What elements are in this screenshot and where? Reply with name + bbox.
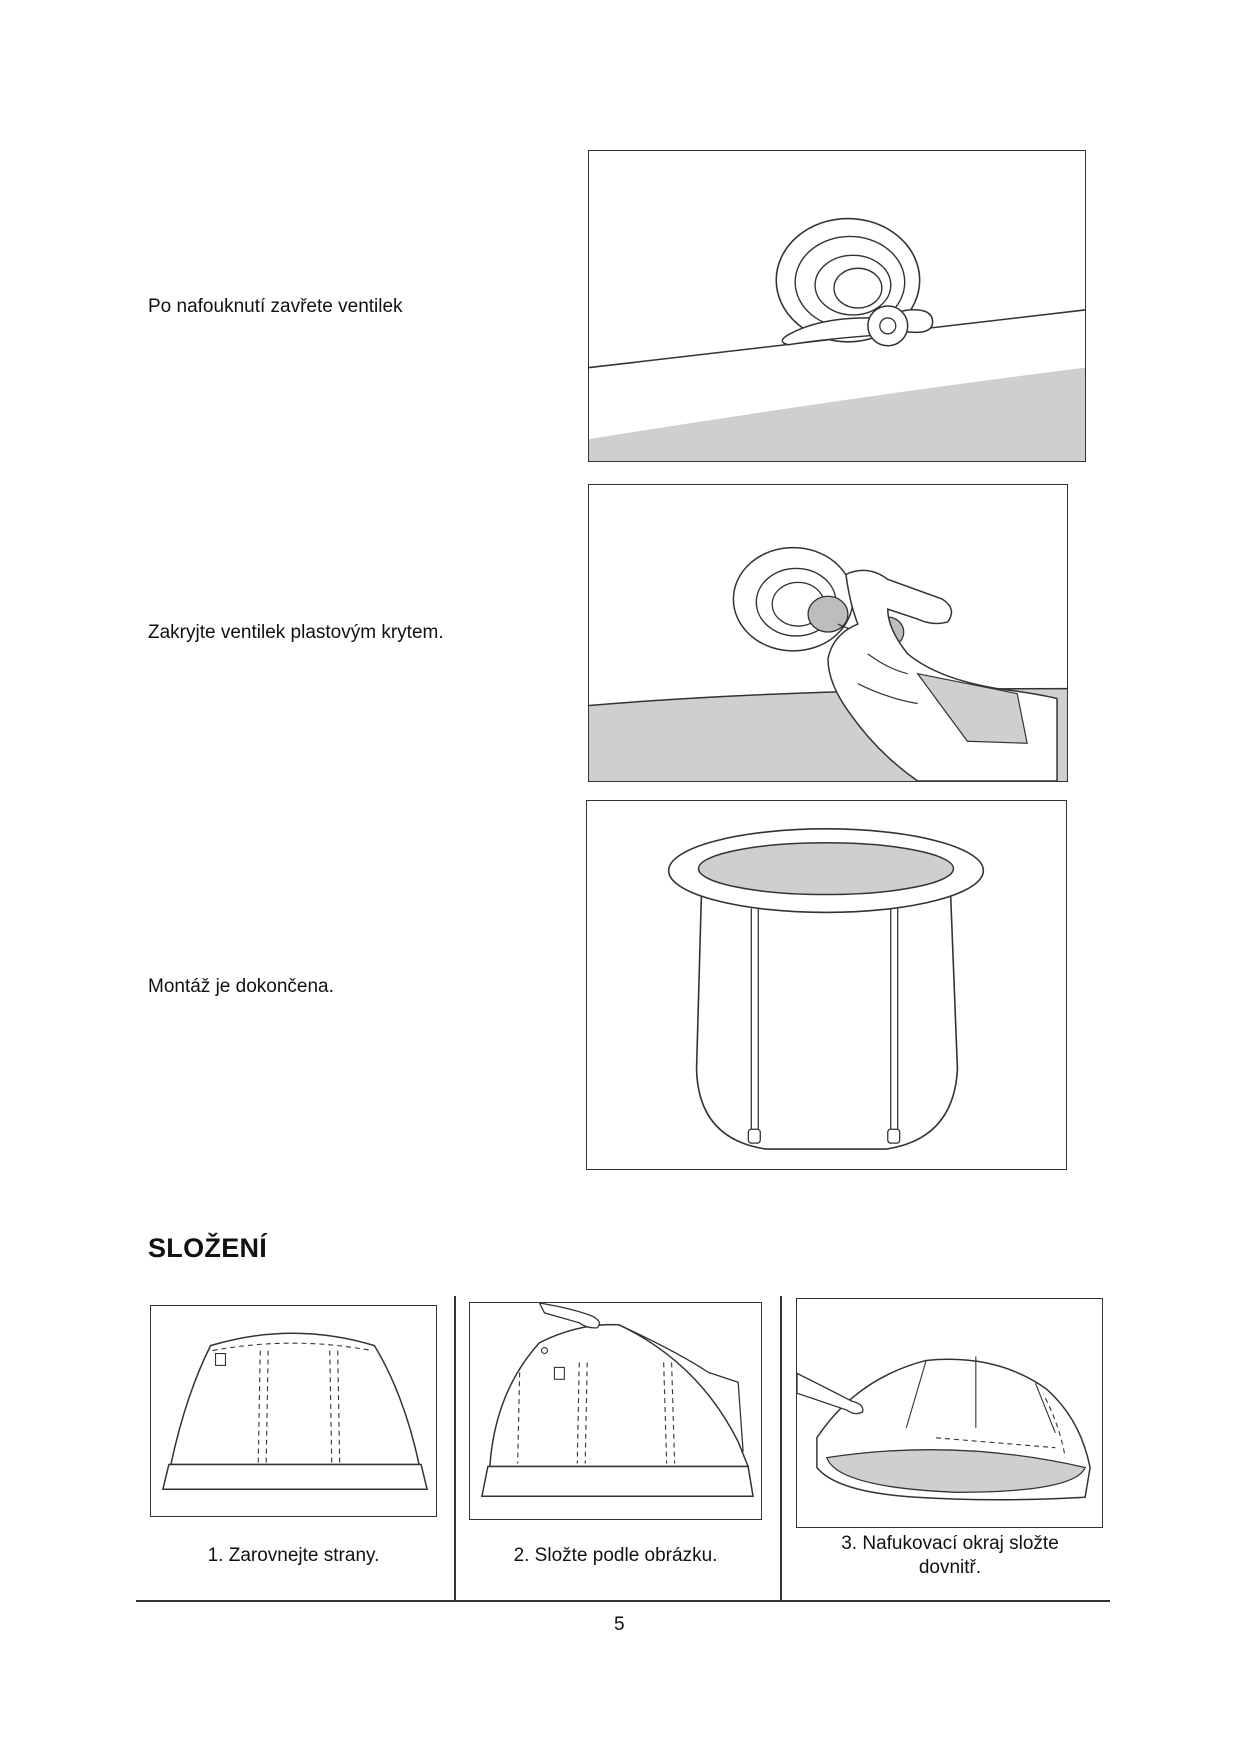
figure-fold-step-1 <box>150 1305 437 1517</box>
rim-fold-inside-illustration <box>797 1299 1102 1527</box>
figure-valve-cap <box>588 484 1068 782</box>
fold-caption-1: 1. Zarovnejte strany. <box>207 1545 380 1566</box>
fold-caption-2: 2. Složte podle obrázku. <box>513 1545 718 1566</box>
assembled-tub-illustration <box>587 801 1066 1169</box>
tub-folding-hand-illustration <box>470 1303 761 1519</box>
figure-assembled-tub <box>586 800 1067 1170</box>
tub-flattened-illustration <box>151 1306 436 1516</box>
figure-valve-closed <box>588 150 1086 462</box>
figure-fold-step-2 <box>469 1302 762 1520</box>
step-caption-assembly-done: Montáž je dokončena. <box>148 976 334 997</box>
section-heading-folding: SLOŽENÍ <box>148 1233 268 1263</box>
table-bottom-rule <box>136 1600 1110 1602</box>
column-divider-1 <box>454 1296 456 1600</box>
step-caption-close-valve: Po nafouknutí zavřete ventilek <box>148 296 403 317</box>
page-number: 5 <box>614 1614 625 1635</box>
step-caption-cover-valve: Zakryjte ventilek plastovým krytem. <box>148 622 444 643</box>
valve-closed-illustration <box>589 151 1085 461</box>
column-divider-2 <box>780 1296 782 1600</box>
figure-fold-step-3 <box>796 1298 1103 1528</box>
valve-cap-illustration <box>589 485 1067 781</box>
fold-caption-3: 3. Nafukovací okraj složte dovnitř. <box>841 1533 1059 1578</box>
